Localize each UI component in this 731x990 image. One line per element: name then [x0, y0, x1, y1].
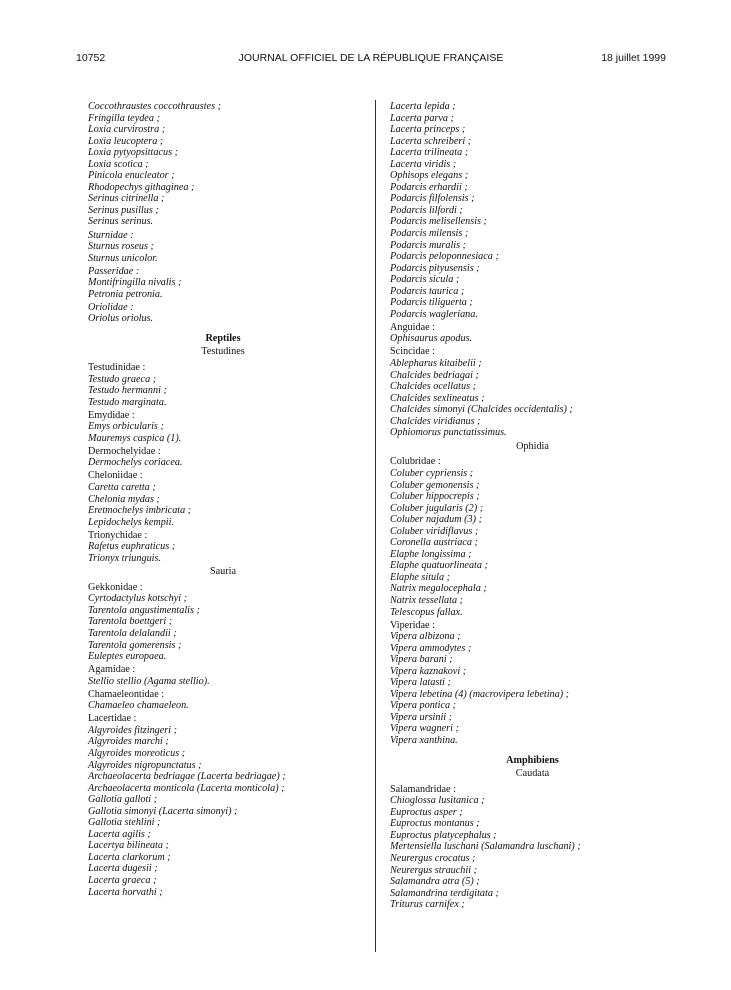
- species-entry: Testudo graeca ;: [88, 373, 157, 385]
- species-entry: Chalcides sexlineatus ;: [390, 392, 485, 404]
- page-number: 10752: [76, 52, 106, 64]
- species-entry: Chamaeleo chamaeleon.: [88, 700, 189, 712]
- species-entry: Coluber cypriensis ;: [390, 467, 474, 479]
- species-entry: Tarentola gomerensis ;: [88, 639, 182, 651]
- species-entry: Lacerta trilineata ;: [390, 147, 469, 159]
- family-name: Salamandridae :: [390, 783, 456, 795]
- species-entry: Podarcis taurica ;: [390, 285, 465, 297]
- species-entry: Chelonia mydas ;: [88, 493, 160, 505]
- species-entry: Podarcis lilfordi ;: [390, 204, 463, 216]
- order-heading: Sauria: [209, 566, 237, 578]
- family-name: Scincidae :: [390, 346, 435, 358]
- species-entry: Podarcis pityusensis ;: [390, 262, 480, 274]
- species-entry: Coluber gemonensis ;: [390, 479, 480, 491]
- family-name: Trionychidae :: [88, 529, 148, 541]
- species-entry: Oriolus oriolus.: [88, 313, 154, 325]
- species-entry: Dermochelys coriacea.: [88, 457, 183, 469]
- species-entry: Vipera lebetina (4) (macrovipera lebetina) ;: [390, 688, 570, 700]
- left-column: [88, 101, 358, 898]
- species-entry: Trionyx triunguis.: [88, 552, 162, 564]
- species-entry: Cyrtodactylus kotschyi ;: [88, 593, 188, 605]
- family-name: Emydidae :: [88, 409, 135, 421]
- species-entry: Chalcides viridianus ;: [390, 415, 481, 427]
- species-entry: Podarcis wagleriana.: [390, 308, 478, 320]
- species-entry: Podarcis melisellensis ;: [390, 216, 487, 228]
- species-entry: Lacerta graeca ;: [88, 875, 157, 886]
- family-name: Passeridae :: [88, 265, 140, 277]
- species-entry: Chalcides bedriagai ;: [390, 369, 479, 381]
- species-entry: Lacerta dugesii ;: [88, 863, 158, 875]
- species-entry: Podarcis tiliguerta ;: [390, 297, 473, 309]
- section-heading: Reptiles: [205, 332, 241, 344]
- species-entry: Elaphe situla ;: [390, 571, 450, 583]
- species-entry: Chalcides ocellatus ;: [390, 381, 477, 393]
- family-name: Viperidae :: [390, 619, 435, 631]
- species-entry: Podarcis muralis ;: [390, 239, 467, 251]
- species-entry: Neurergus strauchii ;: [390, 864, 477, 876]
- species-entry: Fringilla teydea ;: [88, 112, 160, 124]
- species-entry: Lepidochelys kempii.: [88, 516, 175, 528]
- species-entry: Sturnus unicolor.: [88, 252, 158, 264]
- species-entry: Telescopus fallax.: [390, 606, 463, 618]
- family-name: Sturnidae :: [88, 229, 134, 241]
- species-entry: Ophiomorus punctatissimus.: [390, 427, 507, 439]
- species-entry: Ophisaurus apodus.: [390, 333, 473, 345]
- species-entry: Vipera latasti ;: [390, 677, 451, 689]
- species-entry: Testudo hermanni ;: [88, 385, 167, 397]
- species-entry: Podarcis milensis ;: [390, 228, 469, 240]
- species-entry: Loxia curvirostra ;: [88, 124, 166, 136]
- family-name: Lacertidae :: [88, 713, 137, 725]
- species-entry: Ophisops elegans ;: [390, 170, 469, 182]
- species-entry: Algyroides moreoticus ;: [88, 747, 186, 759]
- species-entry: Ablepharus kitaibelii ;: [390, 358, 482, 370]
- species-entry: Algyroides fitzingeri ;: [88, 724, 178, 736]
- species-entry: Euleptes europaea.: [88, 651, 167, 663]
- species-entry: Coluber najadum (3) ;: [390, 514, 482, 526]
- journal-title: JOURNAL OFFICIEL DE LA RÉPUBLIQUE FRANÇAISE: [238, 52, 504, 64]
- species-entry: Algyroides marchi ;: [88, 736, 169, 748]
- species-entry: Podarcis peloponnesiaca ;: [390, 251, 499, 263]
- species-entry: Montifringilla nivalis ;: [88, 277, 182, 289]
- species-entry: Pinicola enucleator ;: [88, 170, 175, 182]
- species-entry: Vipera ammodytes ;: [390, 642, 472, 654]
- species-entry: Tarentola delalandii ;: [88, 628, 177, 640]
- family-name: Testudinidae :: [88, 361, 146, 373]
- species-entry: Petronia petronia.: [88, 288, 163, 300]
- species-entry: Salamandra atra (5) ;: [390, 876, 480, 888]
- species-entry: Eretmochelys imbricata ;: [88, 505, 192, 517]
- order-heading: Ophidia: [516, 440, 549, 452]
- species-entry: Loxia pytyopsittacus ;: [88, 147, 178, 159]
- order-heading: Testudines: [201, 346, 245, 358]
- species-entry: Natrix tessellata ;: [390, 594, 464, 606]
- species-entry: Caretta caretta ;: [88, 481, 156, 493]
- species-entry: Serinus serinus.: [88, 216, 154, 228]
- species-entry: Algyroides nigropunctatus ;: [88, 759, 202, 771]
- species-entry: Lacerta parva ;: [390, 112, 454, 124]
- species-entry: Vipera ursinii ;: [390, 711, 453, 723]
- column-divider: [375, 100, 376, 952]
- species-entry: Archaeolacerta bedriagae (Lacerta bedriagae) ;: [88, 771, 286, 783]
- publication-date: 18 juillet 1999: [601, 52, 666, 64]
- species-entry: Lacerta lepida ;: [390, 101, 456, 112]
- species-entry: Archaeolacerta monticola (Lacerta monticola) ;: [88, 782, 285, 794]
- species-entry: Mertensiella luschani (Salamandra luschani) ;: [390, 841, 581, 853]
- species-entry: Coluber viridiflavus ;: [390, 525, 479, 537]
- right-column: [390, 101, 675, 911]
- page-header: [76, 52, 666, 66]
- species-entry: Natrix megalocephala ;: [390, 583, 487, 595]
- species-entry: Tarentola boettgeri ;: [88, 616, 173, 628]
- family-name: Colubridae :: [390, 456, 441, 468]
- family-name: Chamaeleontidae :: [88, 688, 165, 700]
- species-entry: Lacerta agilis ;: [88, 828, 151, 840]
- species-entry: Vipera xanthina.: [390, 735, 458, 747]
- section-heading: Amphibiens: [506, 754, 559, 766]
- species-entry: Vipera albizona ;: [390, 631, 461, 643]
- species-entry: Serinus citrinella ;: [88, 193, 165, 205]
- species-entry: Lacerta princeps ;: [390, 124, 466, 136]
- species-entry: Salamandrina terdigitata ;: [390, 887, 499, 899]
- species-entry: Euproctus asper ;: [390, 806, 463, 818]
- family-name: Dermochelyidae :: [88, 445, 161, 457]
- species-entry: Elaphe longissima ;: [390, 548, 472, 560]
- species-entry: Vipera kaznakovi ;: [390, 665, 467, 677]
- species-entry: Vipera pontica ;: [390, 700, 457, 712]
- species-entry: Euproctus platycephalus ;: [390, 829, 497, 841]
- species-entry: Rafetus euphraticus ;: [88, 541, 176, 553]
- species-entry: Triturus carnifex ;: [390, 899, 465, 911]
- species-entry: Lacerta horvathi ;: [88, 886, 163, 898]
- species-entry: Chalcides simonyi (Chalcides occidentalis) ;: [390, 404, 573, 416]
- species-entry: Lacerta viridis ;: [390, 158, 457, 170]
- species-entry: Rhodopechys githaginea ;: [88, 181, 195, 193]
- species-entry: Coluber hippocrepis ;: [390, 491, 480, 503]
- species-entry: Podarcis erhardii ;: [390, 181, 468, 193]
- species-entry: Tarentola angustimentalis ;: [88, 604, 200, 616]
- species-entry: Loxia leucoptera ;: [88, 135, 164, 147]
- species-entry: Sturnus roseus ;: [88, 241, 154, 253]
- species-entry: Testudo marginata.: [88, 396, 167, 408]
- species-entry: Coluber jugularis (2) ;: [390, 502, 484, 514]
- species-entry: Coccothraustes coccothraustes ;: [88, 101, 221, 112]
- family-name: Agamidae :: [88, 664, 136, 676]
- family-name: Oriolidae :: [88, 301, 134, 313]
- family-name: Cheloniidae :: [88, 470, 143, 482]
- family-name: Gekkonidae :: [88, 581, 143, 593]
- species-entry: Vipera wagneri ;: [390, 723, 459, 735]
- species-entry: Podarcis filfolensis ;: [390, 193, 475, 205]
- species-entry: Loxia scotica ;: [88, 158, 149, 170]
- species-entry: Neurergus crocatus ;: [390, 852, 476, 864]
- species-entry: Mauremys caspica (1).: [88, 432, 182, 444]
- species-entry: Podarcis sicula ;: [390, 274, 460, 286]
- species-entry: Serinus pusillus ;: [88, 204, 159, 216]
- species-entry: Emys orbicularis ;: [88, 421, 164, 433]
- species-entry: Vipera barani ;: [390, 654, 453, 666]
- species-entry: Gallotia simonyi (Lacerta simonyi) ;: [88, 805, 238, 817]
- species-entry: Stellio stellio (Agama stellio).: [88, 675, 210, 687]
- order-heading: Caudata: [515, 768, 550, 780]
- species-entry: Gallotia galloti ;: [88, 794, 158, 806]
- species-entry: Elaphe quatuorlineata ;: [390, 560, 488, 572]
- species-entry: Lacertya bilineata ;: [88, 840, 169, 852]
- species-entry: Gallotia stehlini ;: [88, 817, 161, 829]
- species-entry: Lacerta clarkorum ;: [88, 851, 171, 863]
- species-entry: Euproctus montanus ;: [390, 818, 480, 830]
- species-entry: Chioglossa lusitanica ;: [390, 795, 485, 807]
- family-name: Anguidae :: [390, 321, 435, 333]
- species-entry: Coronella austriaca ;: [390, 537, 478, 549]
- species-entry: Lacerta schreiberi ;: [390, 135, 472, 147]
